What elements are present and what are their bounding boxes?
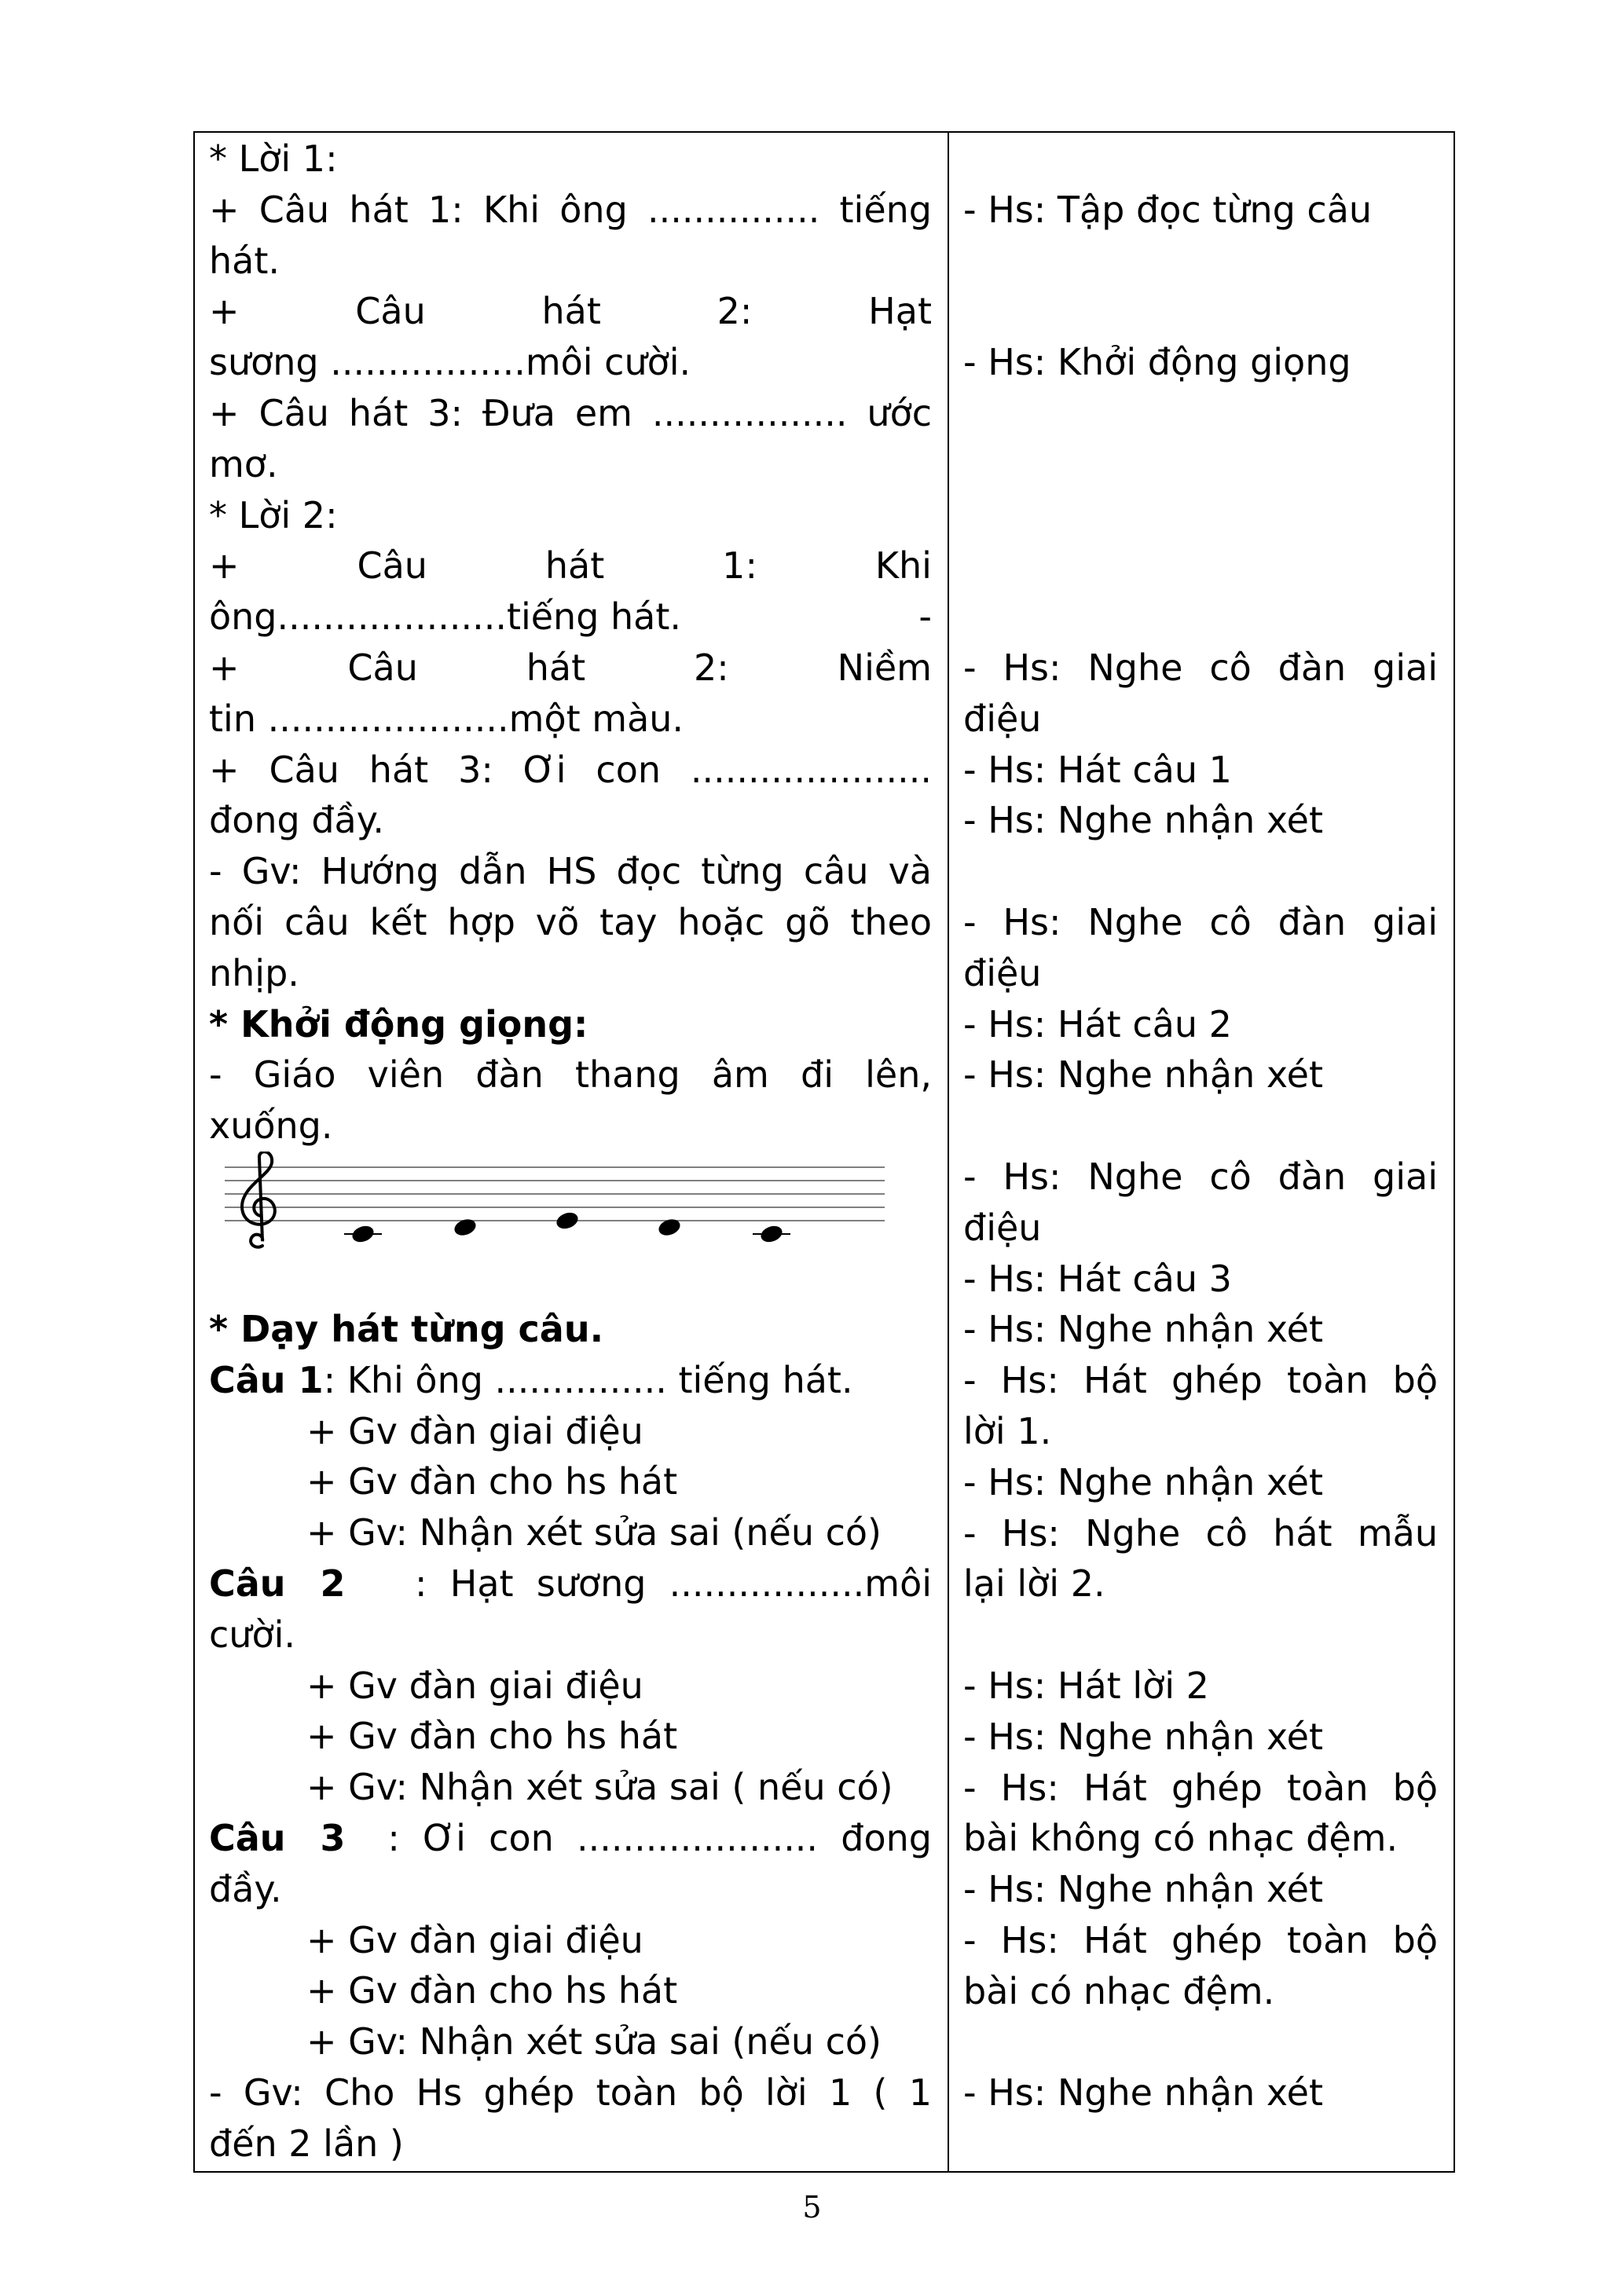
- staff-lines: [225, 1167, 885, 1221]
- cau3-line: [209, 1813, 932, 1864]
- cau2-step: + Gv: Nhận xét sửa sai ( nếu có): [306, 1766, 893, 1809]
- cau1-line: [209, 1355, 932, 1406]
- spacer: [963, 540, 1438, 591]
- loi1-cau3-line2: mơ.: [209, 442, 278, 485]
- hs-activity: - Hs: Hát ghép toàn bộ: [963, 1918, 1438, 1961]
- spacer: [963, 388, 1438, 439]
- hs-activity: - Hs: Nghe cô đàn giai: [963, 646, 1438, 689]
- hs-activity: - Hs: Nghe nhận xét: [963, 2071, 1324, 2115]
- spacer: [963, 1100, 1438, 1152]
- note-head: [555, 1210, 581, 1231]
- word: hát: [544, 544, 605, 588]
- word: hát: [541, 290, 601, 333]
- spacer: [963, 591, 1438, 643]
- spacer: [963, 286, 1438, 337]
- gv-doc-line2: nối câu kết hợp võ tay hoặc gõ theo: [209, 900, 932, 943]
- loi1-cau2-line2: sương .................môi cười.: [209, 341, 691, 384]
- cau3-step: + Gv đàn giai điệu: [306, 1918, 643, 1961]
- cau2-step: + Gv đàn giai điệu: [306, 1664, 643, 1707]
- hs-activity: - Hs: Hát ghép toàn bộ: [963, 1766, 1438, 1809]
- cau3-label: Câu: [209, 1816, 286, 1859]
- loi1-heading: * Lời 1:: [209, 137, 338, 180]
- loi2-cau3-line2: đong đầy.: [209, 799, 384, 842]
- cau2-line2: cười.: [209, 1613, 295, 1656]
- column-divider: [948, 131, 949, 2173]
- hs-activity: - Hs: Hát câu 2: [963, 1002, 1232, 1045]
- loi2-cau1-line2: [209, 591, 932, 643]
- word: Hạt: [868, 290, 932, 333]
- cau1-step: + Gv đàn cho hs hát: [306, 1460, 678, 1503]
- word: 2:: [694, 646, 729, 689]
- spacer: [963, 236, 1438, 287]
- spacer: [963, 2016, 1438, 2067]
- word: hát: [526, 646, 586, 689]
- hs-activity: - Hs: Nghe nhận xét: [963, 1308, 1324, 1351]
- khoi-dong-heading: * Khởi động giọng:: [209, 1002, 588, 1045]
- cau1-step: + Gv: Nhận xét sửa sai (nếu có): [306, 1511, 882, 1554]
- spacer: [963, 1609, 1438, 1661]
- cau3-line2: đầy.: [209, 1867, 282, 1910]
- loi1-cau1-line1: + Câu hát 1: Khi ông ............... tiếng: [209, 188, 932, 231]
- dash: -: [918, 595, 932, 639]
- word: +: [209, 544, 240, 588]
- hs-activity: - Hs: Nghe nhận xét: [963, 1715, 1324, 1758]
- hs-activity: - Hs: Hát câu 1: [963, 748, 1232, 791]
- gv-doc-line1: - Gv: Hướng dẫn HS đọc từng câu và: [209, 850, 932, 893]
- loi2-cau1-line1: [209, 540, 932, 591]
- spacer: [963, 490, 1438, 541]
- cau2-step: + Gv đàn cho hs hát: [306, 1715, 678, 1758]
- khoi-dong-line1: - Giáo viên đàn thang âm đi lên,: [209, 1053, 932, 1097]
- ghep-line2: đến 2 lần ): [209, 2122, 404, 2165]
- hs-activity-cont: điệu: [963, 951, 1042, 994]
- hs-activity: - Hs: Hát ghép toàn bộ: [963, 1359, 1438, 1402]
- word: Câu: [347, 646, 418, 689]
- cau3-number: 3: [320, 1816, 346, 1859]
- loi1-cau2-line1: [209, 286, 932, 337]
- hs-activity: - Hs: Nghe nhận xét: [963, 1460, 1324, 1503]
- spacer: [963, 439, 1438, 490]
- treble-clef-icon: [242, 1152, 275, 1247]
- music-staff: [209, 1152, 932, 1304]
- day-hat-heading: * Dạy hát từng câu.: [209, 1307, 604, 1350]
- word: Khi: [874, 544, 932, 588]
- word: Câu: [355, 290, 426, 333]
- hs-activity: - Hs: Nghe nhận xét: [963, 1053, 1324, 1097]
- student-column: [963, 134, 1438, 2118]
- hs-activity-cont: lại lời 2.: [963, 1562, 1105, 1606]
- loi2-cau2-line1: [209, 643, 932, 694]
- lyric-text: ông....................tiếng hát.: [209, 595, 682, 639]
- loi2-heading: * Lời 2:: [209, 493, 338, 536]
- hs-activity: - Hs: Nghe nhận xét: [963, 799, 1324, 842]
- loi1-cau3-line1: + Câu hát 3: Đưa em ................. ước: [209, 391, 932, 434]
- word: 2:: [717, 290, 753, 333]
- cau3-step: + Gv: Nhận xét sửa sai (nếu có): [306, 2020, 882, 2063]
- cau1-step: + Gv đàn giai điệu: [306, 1409, 643, 1452]
- loi2-cau3-line1: + Câu hát 3: Ơi con .....................: [209, 748, 932, 791]
- khoi-dong-line2: xuống.: [209, 1104, 333, 1148]
- hs-activity: - Hs: Nghe cô đàn giai: [963, 1155, 1438, 1198]
- note-head: [657, 1217, 683, 1238]
- cau3-label-group: [209, 1813, 345, 1864]
- word: 1:: [722, 544, 757, 588]
- cau2-label: Câu: [209, 1562, 286, 1605]
- notes: [344, 1210, 790, 1244]
- hs-activity-cont: điệu: [963, 697, 1042, 740]
- word: Niềm: [837, 646, 932, 689]
- word: +: [209, 646, 240, 689]
- note-head: [453, 1217, 478, 1238]
- loi2-cau2-line2: tin .....................một màu.: [209, 697, 684, 740]
- cau2-number: 2: [320, 1562, 346, 1605]
- cau2-label-group: [209, 1558, 345, 1609]
- cau1-label: Câu 1: [209, 1358, 324, 1401]
- hs-activity: - Hs: Nghe cô hát mẫu: [963, 1511, 1438, 1554]
- hs-activity: - Hs: Nghe cô đàn giai: [963, 900, 1438, 943]
- gv-doc-line3: nhịp.: [209, 951, 299, 994]
- cau1-text: : Khi ông ............... tiếng hát.: [323, 1358, 853, 1401]
- hs-activity: - Hs: Nghe nhận xét: [963, 1868, 1324, 1911]
- page-number: 5: [802, 2190, 822, 2225]
- hs-activity: - Hs: Hát câu 3: [963, 1257, 1232, 1300]
- hs-activity-cont: điệu: [963, 1206, 1042, 1249]
- hs-activity-cont: bài có nhạc đệm.: [963, 1969, 1275, 2012]
- word: +: [209, 290, 240, 333]
- hs-activity-cont: lời 1.: [963, 1409, 1052, 1452]
- teacher-column: [209, 134, 932, 2169]
- cau3-text: : Ơi con ..................... đong: [387, 1816, 932, 1859]
- hs-activity: - Hs: Tập đọc từng câu: [963, 188, 1373, 231]
- cau2-line: [209, 1558, 932, 1609]
- music-staff-svg: [225, 1152, 900, 1277]
- hs-activity-cont: bài không có nhạc đệm.: [963, 1817, 1399, 1860]
- spacer: [963, 846, 1438, 897]
- hs-activity: - Hs: Khởi động giọng: [963, 341, 1351, 384]
- cau3-step: + Gv đàn cho hs hát: [306, 1969, 678, 2012]
- spacer: [963, 134, 1438, 185]
- word: Câu: [357, 544, 427, 588]
- cau2-text: : Hạt sương .................môi: [415, 1562, 932, 1605]
- ghep-line1: - Gv: Cho Hs ghép toàn bộ lời 1 ( 1: [209, 2071, 932, 2114]
- hs-activity: - Hs: Hát lời 2: [963, 1664, 1209, 1707]
- loi1-cau1-line2: hát.: [209, 239, 280, 282]
